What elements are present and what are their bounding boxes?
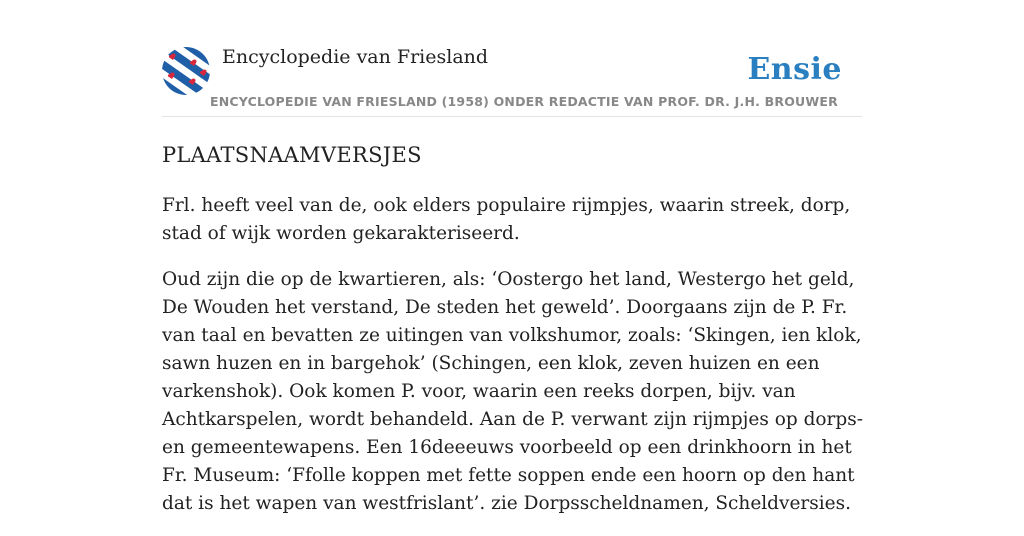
site-title[interactable]: Encyclopedie van Friesland: [222, 46, 489, 68]
ensie-brand-link[interactable]: Ensie: [747, 52, 842, 87]
article-paragraph-1: Frl. heeft veel van de, ook elders populaire rijmpjes, waarin streek, dorp, stad of wijk worden gekarakteriseerd.: [162, 195, 851, 244]
article-title: PLAATSNAAMVERSJES: [162, 143, 422, 167]
encyclopedia-subtitle: ENCYCLOPEDIE VAN FRIESLAND (1958) ONDER REDACTIE VAN PROF. DR. J.H. BROUWER: [210, 94, 838, 109]
frisian-flag-logo-icon[interactable]: [162, 47, 210, 95]
article: [162, 138, 867, 536]
article-paragraph-2: Oud zijn die op de kwartieren, als: ‘Oostergo het land, Westergo het geld, De Wouden het verstand, De steden het geweld’. Doorgaans zijn de P. Fr. van taal en bevatten ze uitingen van volkshumor, zoals: ‘Skingen, ien klok, sawn huzen en in bargehok’ (Schingen, een klok, zeven huizen en een varkenshok). Ook komen P. voor, waarin een reeks dorpen, bijv. van Achtkarspelen, wordt behandeld. Aan de P. verwant zijn rijmpjes op dorps- en gemeentewapens. Een 16deeeuws voorbeeld op een drinkhoorn in het Fr. Museum: ‘Ffolle koppen met fette soppen ende een hoorn op den hant dat is het wapen van westfrislant’. zie Dorpsscheldnamen, Scheldversies.: [162, 269, 863, 514]
site-header: [162, 44, 862, 117]
